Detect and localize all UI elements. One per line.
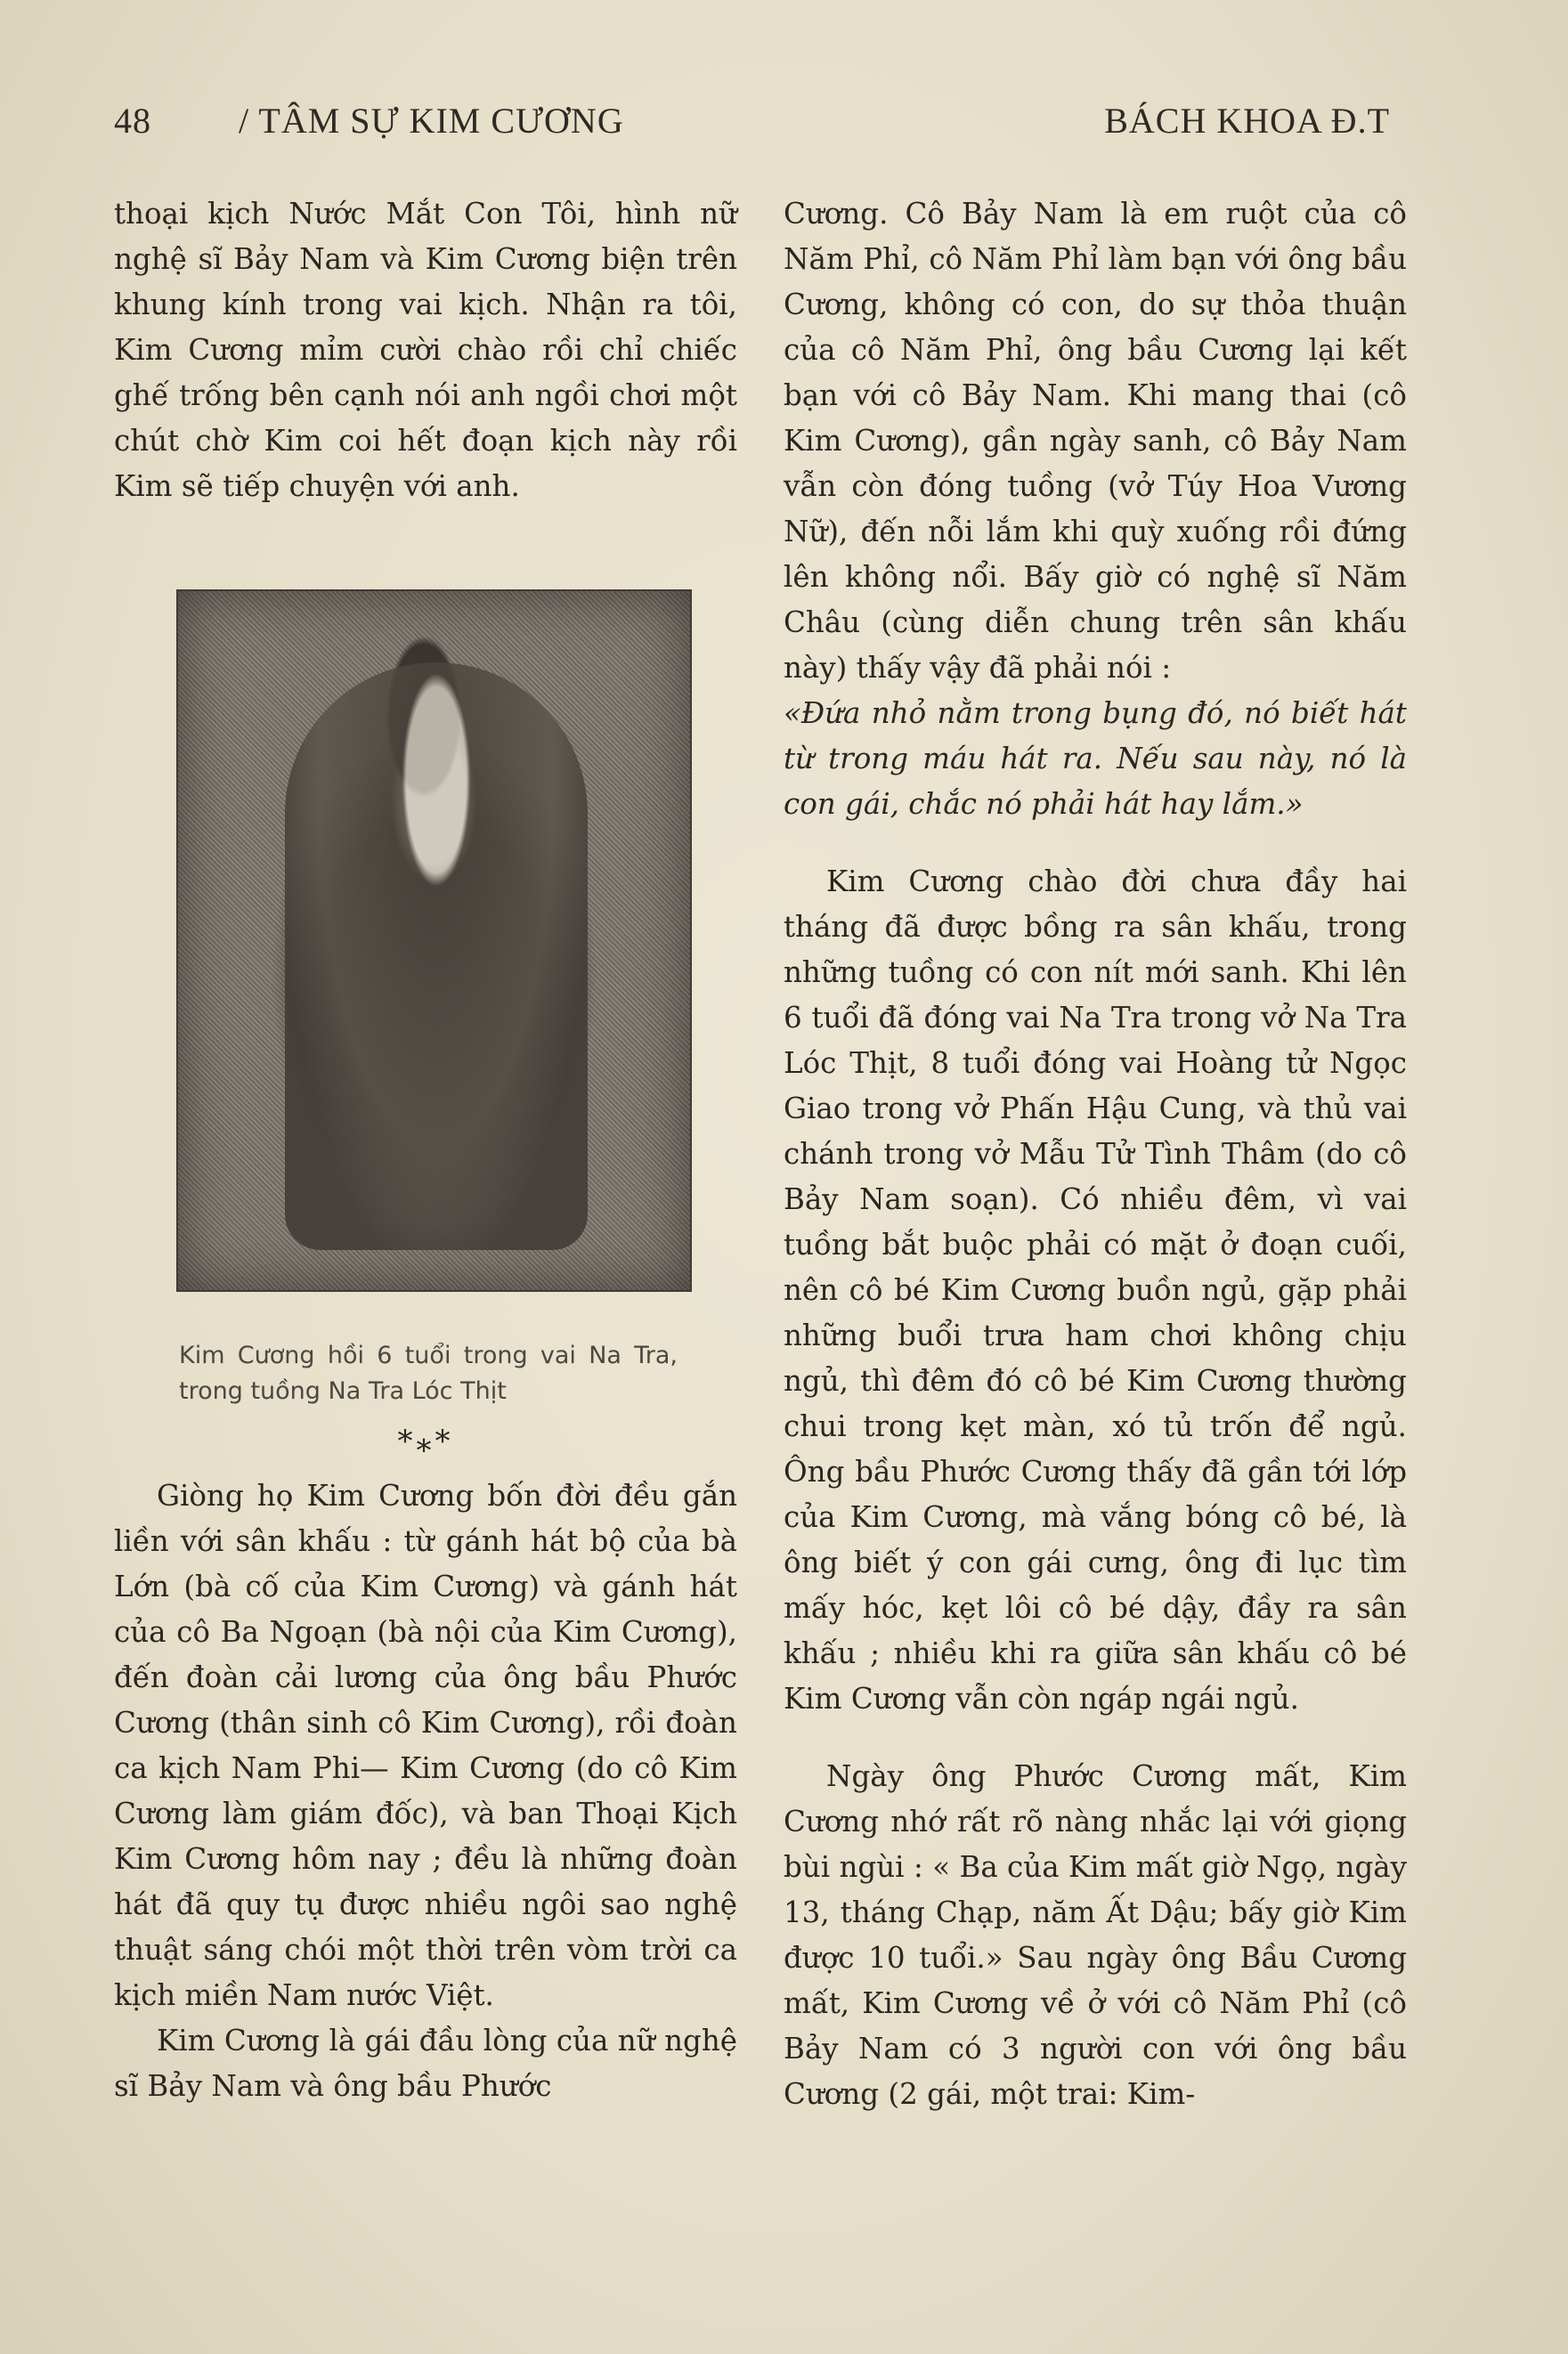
figure-silhouette <box>285 662 588 1250</box>
running-title: / TÂM SỰ KIM CƯƠNG <box>239 101 624 141</box>
right-paragraph-2: Kim Cương chào đời chưa đầy hai tháng đã được bồng ra sân khấu, trong những tuồng có con nít mới sanh. Khi lên 6 tuổi đã đóng vai Na Tra trong vở Na Tra Lóc Thịt, 8 tuổi đóng vai Hoàng tử Ngọc Giao trong vở Phấn Hậu Cung, và thủ vai chánh trong vở Mẫu Tử Tình Thâm (do cô Bảy Nam soạn). Có nhiều đêm, vì vai tuồng bắt buộc phải có mặt ở đoạn cuối, nên cô bé Kim Cương buồn ngủ, gặp phải những buổi trưa ham chơi không chịu ngủ, thì đêm đó cô bé Kim Cương thường chui trong kẹt màn, xó tủ trốn để ngủ. Ông bầu Phước Cương thấy đã gần tới lớp của Kim Cương, mà vắng bóng cô bé, là ông biết ý con gái cưng, ông đi lục tìm mấy hóc, kẹt lôi cô bé dậy, đầy ra sân khấu ; nhiều khi ra giữa sân khấu cô bé Kim Cương vẫn còn ngáp ngái ngủ. <box>784 864 1407 1716</box>
section-separator: *⁎* <box>397 1424 454 1459</box>
page-header <box>114 100 1390 153</box>
left-paragraph-2: Giòng họ Kim Cương bốn đời đều gắn liền với sân khấu : từ gánh hát bộ của bà Lớn (bà cố của Kim Cương) và gánh hát của cô Ba Ngoạn (bà nội của Kim Cương), đến đoàn cải lương của ông bầu Phước Cương (thân sinh cô Kim Cương), rồi đoàn ca kịch Nam Phi— Kim Cương (do cô Kim Cương làm giám đốc), và ban Thoại Kịch Kim Cương hôm nay ; đều là những đoàn hát đã quy tụ được nhiều ngôi sao nghệ thuật sáng chói một thời trên vòm trời ca kịch miền Nam nước Việt. <box>114 1479 737 2012</box>
left-paragraph-3: Kim Cương là gái đầu lòng của nữ nghệ sĩ Bảy Nam và ông bầu Phước <box>114 2024 737 2103</box>
page-number: 48 <box>114 101 151 141</box>
left-paragraph-1: thoại kịch Nước Mắt Con Tôi, hình nữ nghệ sĩ Bảy Nam và Kim Cương biện trên khung kính trong vai kịch. Nhận ra tôi, Kim Cương mỉm cười chào rồi chỉ chiếc ghế trống bên cạnh nói anh ngồi chơi một chút chờ Kim coi hết đoạn kịch này rồi Kim sẽ tiếp chuyện với anh. <box>114 197 737 503</box>
right-paragraph-1: Cương. Cô Bảy Nam là em ruột của cô Năm Phỉ, cô Năm Phỉ làm bạn với ông bầu Cương, không có con, do sự thỏa thuận của cô Năm Phỉ, ông bầu Cương lại kết bạn với cô Bảy Nam. Khi mang thai (cô Kim Cương), gần ngày sanh, cô Bảy Nam vẫn còn đóng tuồng (vở Túy Hoa Vương Nữ), đến nỗi lắm khi quỳ xuống rồi đứng lên không nổi. Bấy giờ có nghệ sĩ Năm Châu (cùng diễn chung trên sân khấu này) thấy vậy đã phải nói : <box>784 197 1407 685</box>
quote-paragraph: «Đứa nhỏ nằm trong bụng đó, nó biết hát từ trong máu hát ra. Nếu sau này, nó là con gái, chắc nó phải hát hay lắm.» <box>784 696 1407 821</box>
magazine-name: BÁCH KHOA Đ.T <box>1104 101 1390 141</box>
right-paragraph-3: Ngày ông Phước Cương mất, Kim Cương nhớ rất rõ nàng nhắc lại với giọng bùi ngùi : « Ba của Kim mất giờ Ngọ, ngày 13, tháng Chạp, năm Ất Dậu; bấy giờ Kim được 10 tuổi.» Sau ngày ông Bầu Cương mất, Kim Cương về ở với cô Năm Phỉ (cô Bảy Nam có 3 người con với ông bầu Cương (2 gái, một trai: Kim- <box>784 1759 1407 2111</box>
photo-caption: Kim Cương hồi 6 tuổi trong vai Na Tra, trong tuồng Na Tra Lóc Thịt <box>179 1342 678 1405</box>
portrait-photo <box>176 589 692 1292</box>
left-column <box>114 191 737 2109</box>
right-column <box>784 191 1407 2117</box>
